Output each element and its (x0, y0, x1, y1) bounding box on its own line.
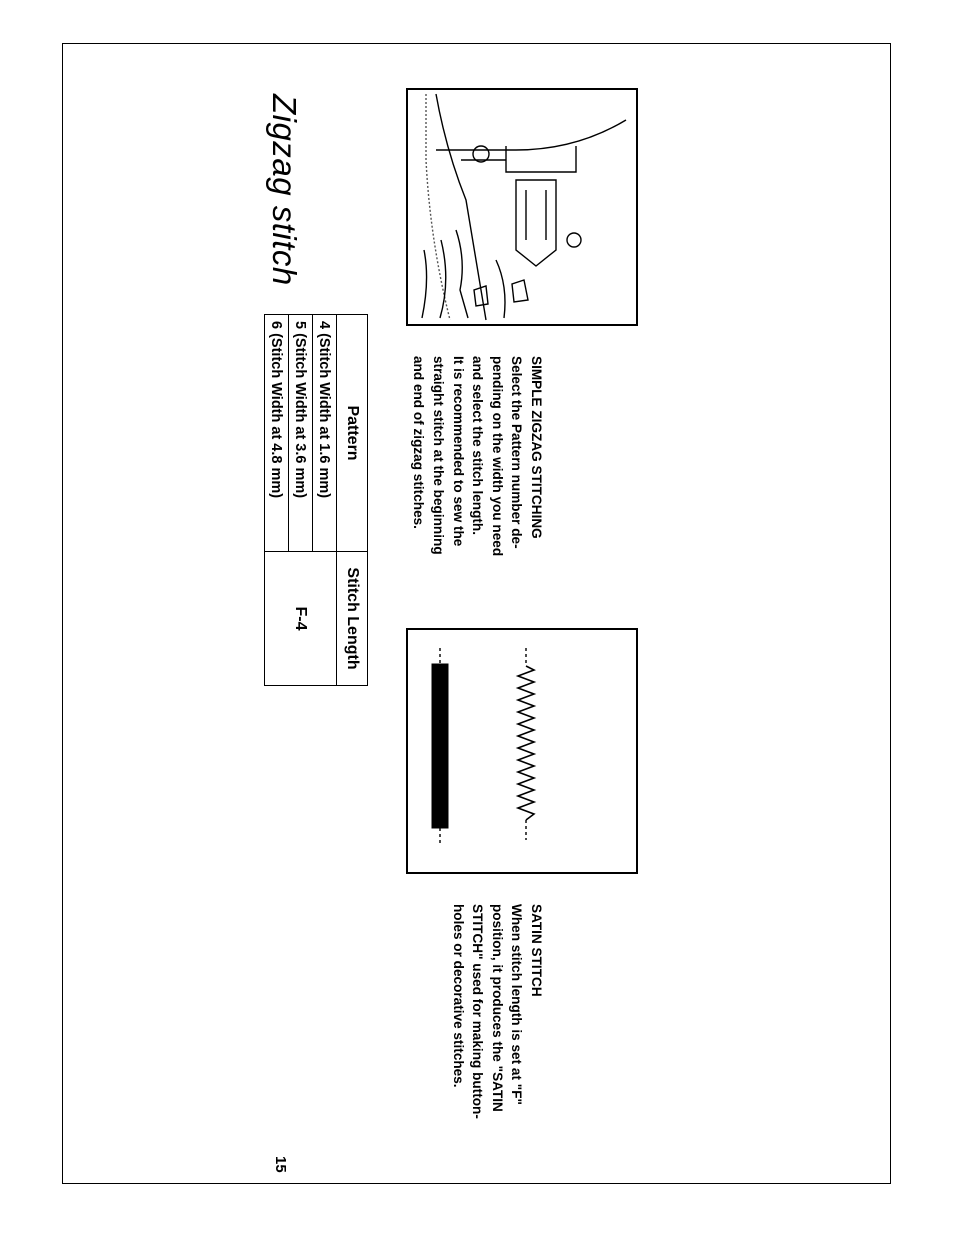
table-cell-pattern: 5 (Stitch Width at 3.6 mm) (289, 315, 313, 552)
simple-zigzag-section (409, 356, 546, 610)
simple-zigzag-line: Select the Pattern number de- (509, 356, 525, 549)
table-cell-pattern: 4 (Stitch Width at 1.6 mm) (313, 315, 337, 552)
simple-zigzag-heading: SIMPLE ZIGZAG STITCHING (529, 356, 544, 539)
table-header-pattern: Pattern (337, 315, 368, 552)
satin-stitch-line: STITCH" used for making button- (470, 904, 486, 1119)
satin-stitch-section (448, 904, 546, 1166)
satin-stitch-line: holes or decorative stitches. (450, 904, 466, 1088)
stitch-samples-drawing (408, 630, 636, 872)
satin-stitch-heading: SATIN STITCH (529, 904, 544, 997)
table-row (313, 315, 337, 686)
page-number: 15 (272, 1156, 289, 1173)
stitch-sample-box (406, 628, 638, 874)
stitch-table (264, 314, 368, 686)
simple-zigzag-line: It is recommended to sew the (450, 356, 466, 547)
table-header-stitch-length: Stitch Length (337, 552, 368, 686)
sewing-machine-drawing (408, 90, 636, 324)
simple-zigzag-line: and select the stitch length. (470, 356, 486, 536)
table-cell-pattern: 6 (Stitch Width at 4.8 mm) (265, 315, 289, 552)
presser-foot-illustration (406, 88, 638, 326)
satin-stitch-line: When stitch length is set at "F" (509, 904, 525, 1105)
table-cell-stitch-length: F-4 (265, 552, 337, 686)
simple-zigzag-line: pending on the width you need (489, 356, 505, 557)
page-title: Zigzag stitch (266, 94, 303, 286)
simple-zigzag-line: straight stitch at the beginning (431, 356, 447, 555)
simple-zigzag-line: and end of zigzag stitches. (411, 356, 427, 529)
satin-stitch-line: position, it produces the "SATIN (489, 904, 505, 1112)
